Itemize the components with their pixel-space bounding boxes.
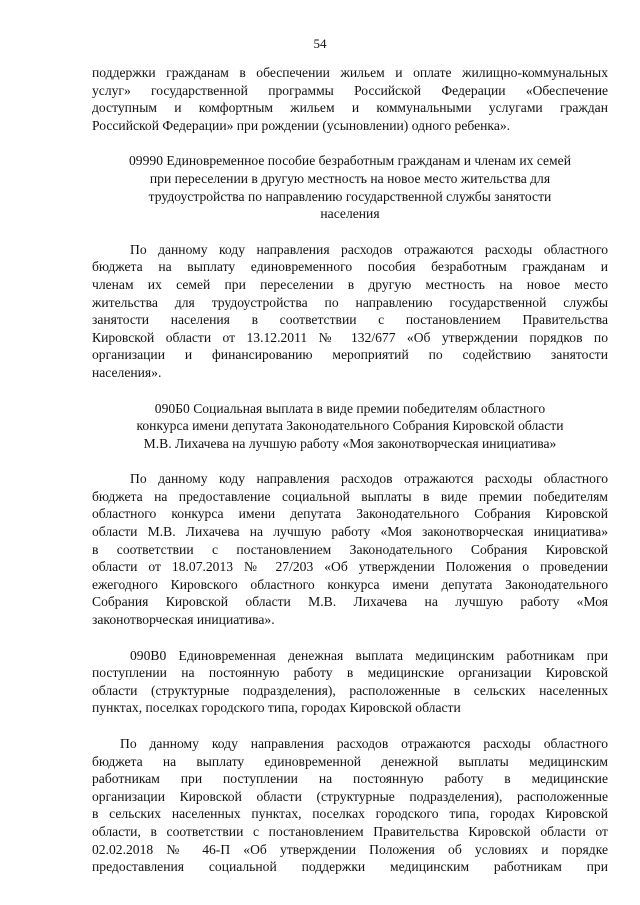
section-paragraph-090V0 bbox=[92, 735, 608, 876]
text-line: поддержки гражданам в обеспечении жильем и оплате жилищно-коммунальных bbox=[92, 65, 608, 80]
text-line: организации Кировской области (структурные подразделения), расположенные bbox=[92, 788, 608, 804]
text-line: организации и финансированию мероприятий по содействию занятости bbox=[92, 347, 608, 363]
text-line: доступным и комфортным жильем и коммунальными услугами граждан bbox=[92, 100, 608, 116]
text-line: Российской Федерации» при рождении (усыновлении) одного ребенка». bbox=[92, 117, 511, 133]
heading-line: населения bbox=[320, 206, 380, 222]
section-paragraph-09990 bbox=[92, 241, 608, 382]
section-heading-090V0 bbox=[92, 647, 608, 717]
text-line: услуг» государственной программы Российской Федерации «Обеспечение bbox=[92, 82, 608, 98]
text-line: области, в соответствии с постановлением Правительства Кировской области от bbox=[92, 823, 608, 839]
text-line: бюджета на предоставление социальной выплаты в виде премии победителям bbox=[92, 488, 608, 504]
text-line: По данному коду направления расходов отражаются расходы областного bbox=[120, 736, 608, 751]
section-heading-09990 bbox=[92, 152, 608, 222]
heading-line: 090Б0 Социальная выплата в виде премии победителям областного bbox=[154, 400, 546, 416]
intro-paragraph-tail bbox=[92, 64, 608, 134]
text-line: занятости населения в соответствии с постановлением Правительства bbox=[92, 312, 608, 328]
text-line: жительства для трудоустройства по направлению государственной службы bbox=[92, 294, 608, 310]
text-line: законотворческая инициатива». bbox=[92, 612, 275, 628]
text-line: По данному коду направления расходов отражаются расходы областного bbox=[130, 471, 608, 487]
text-line: области от 18.07.2013 № 27/203 «Об утверждении Положения о проведении bbox=[92, 559, 608, 575]
heading-line: М.В. Лихачева на лучшую работу «Моя законотворческая инициатива» bbox=[143, 435, 557, 451]
document-body bbox=[92, 64, 608, 876]
text-line: работникам при поступлении на постоянную работу в медицинские bbox=[92, 771, 608, 787]
section-heading-090B0 bbox=[92, 400, 608, 453]
section-paragraph-090B0 bbox=[92, 470, 608, 628]
page-number: 54 bbox=[313, 36, 327, 51]
text-line: в сельских населенных пунктах, поселках городского типа, городах Кировской bbox=[92, 806, 608, 822]
text-line: Кировской области от 13.12.2011 № 132/677 «Об утверждении порядков по bbox=[92, 329, 608, 345]
heading-line: трудоустройства по направлению государственной службы занятости bbox=[148, 188, 552, 204]
text-line: членам их семей при переселении в другую местность на новое место bbox=[92, 276, 608, 292]
heading-line: области (структурные подразделения), расположенные в сельских населенных bbox=[92, 682, 608, 698]
text-line: Собрания Кировской области М.В. Лихачева на лучшую работу «Моя bbox=[92, 594, 608, 610]
heading-line: при переселении в другую местность на новое место жительства для bbox=[149, 170, 551, 186]
heading-line: 090В0 Единовременная денежная выплата медицинским работникам при bbox=[130, 647, 608, 663]
text-line: бюджета на выплату единовременного пособия безработным гражданам и bbox=[92, 259, 608, 275]
text-line: областного конкурса имени депутата Законодательного Собрания Кировской bbox=[92, 506, 608, 522]
heading-line: конкурса имени депутата Законодательного Собрания Кировской области bbox=[136, 418, 564, 434]
heading-line: 09990 Единовременное пособие безработным гражданам и членам их семей bbox=[129, 153, 571, 169]
text-line: 02.02.2018 № 46-П «Об утверждении Положения об условиях и порядке bbox=[92, 841, 608, 857]
text-line: ежегодного Кировского областного конкурса имени депутата Законодательного bbox=[92, 576, 608, 592]
heading-line: поступлении на постоянную работу в медицинские организации Кировской bbox=[92, 665, 608, 681]
text-line: бюджета на выплату единовременной денежной выплаты медицинским bbox=[92, 753, 608, 769]
text-line: предоставления социальной поддержки медицинским работникам при bbox=[92, 859, 608, 875]
text-line: населения». bbox=[92, 364, 162, 380]
text-line: По данному коду направления расходов отражаются расходы областного bbox=[130, 241, 608, 257]
text-line: области М.В. Лихачева на лучшую работу «Моя законотворческая инициатива» bbox=[92, 524, 608, 540]
heading-line: пунктах, поселках городского типа, городах Кировской области bbox=[92, 700, 461, 716]
text-line: в соответствии с постановлением Законодательного Собрания Кировской bbox=[92, 541, 608, 557]
